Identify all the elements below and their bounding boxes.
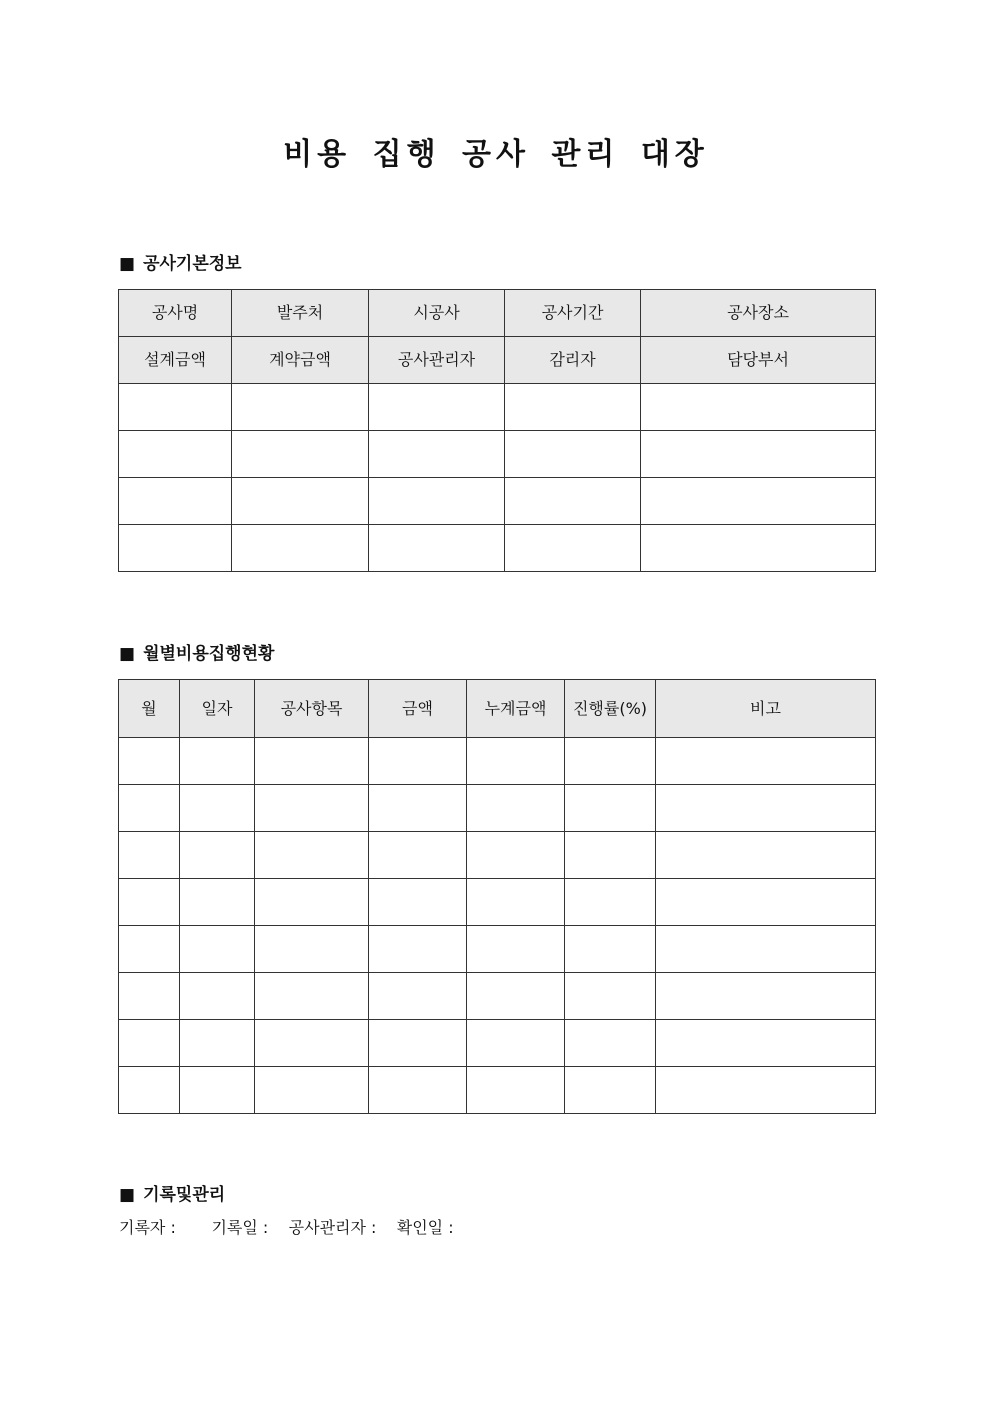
monthly-header-row — [119, 680, 876, 738]
blank-cell[interactable] — [505, 384, 641, 431]
table-row — [119, 525, 876, 572]
blank-cell[interactable] — [467, 1067, 565, 1114]
blank-cell[interactable] — [565, 785, 656, 832]
blank-cell[interactable] — [565, 738, 656, 785]
blank-cell[interactable] — [656, 785, 876, 832]
recorder-label: 기록자 — [119, 1218, 166, 1237]
blank-cell[interactable] — [656, 1067, 876, 1114]
blank-cell[interactable] — [369, 738, 467, 785]
blank-cell[interactable] — [180, 832, 255, 879]
table-row — [119, 1067, 876, 1114]
square-bullet-icon: ■ — [119, 254, 136, 274]
basic-info-header-row-1 — [119, 290, 876, 337]
blank-cell[interactable] — [232, 431, 369, 478]
blank-cell[interactable] — [232, 525, 369, 572]
blank-cell[interactable] — [656, 926, 876, 973]
header-cell: 누계금액 — [467, 680, 565, 738]
blank-cell[interactable] — [119, 384, 232, 431]
blank-cell[interactable] — [119, 926, 180, 973]
blank-cell[interactable] — [656, 879, 876, 926]
blank-cell[interactable] — [255, 1020, 369, 1067]
blank-cell[interactable] — [119, 431, 232, 478]
header-cell: 감리자 — [505, 337, 641, 384]
section-heading-basic-info — [119, 253, 242, 275]
blank-cell[interactable] — [369, 525, 505, 572]
blank-cell[interactable] — [369, 879, 467, 926]
header-cell: 공사기간 — [505, 290, 641, 337]
table-row — [119, 738, 876, 785]
section-title: 월별비용집행현황 — [143, 644, 275, 664]
blank-cell[interactable] — [369, 973, 467, 1020]
table-row — [119, 926, 876, 973]
header-cell: 계약금액 — [232, 337, 369, 384]
table-row — [119, 785, 876, 832]
header-cell: 설계금액 — [119, 337, 232, 384]
blank-cell[interactable] — [255, 879, 369, 926]
blank-cell[interactable] — [255, 926, 369, 973]
blank-cell[interactable] — [119, 738, 180, 785]
blank-cell[interactable] — [656, 1020, 876, 1067]
blank-cell[interactable] — [656, 738, 876, 785]
header-cell: 공사관리자 — [369, 337, 505, 384]
record-date-label: 기록일 — [211, 1218, 258, 1237]
blank-cell[interactable] — [255, 832, 369, 879]
blank-cell[interactable] — [119, 1067, 180, 1114]
blank-cell[interactable] — [467, 785, 565, 832]
blank-cell[interactable] — [180, 926, 255, 973]
table-row — [119, 879, 876, 926]
table-row — [119, 832, 876, 879]
blank-cell[interactable] — [232, 478, 369, 525]
table-row — [119, 384, 876, 431]
table-row — [119, 478, 876, 525]
blank-cell[interactable] — [369, 832, 467, 879]
section-heading-records — [119, 1184, 225, 1206]
blank-cell[interactable] — [505, 525, 641, 572]
blank-cell[interactable] — [255, 738, 369, 785]
blank-cell[interactable] — [180, 973, 255, 1020]
blank-cell[interactable] — [369, 785, 467, 832]
blank-cell[interactable] — [180, 785, 255, 832]
blank-cell[interactable] — [119, 832, 180, 879]
blank-cell[interactable] — [180, 1067, 255, 1114]
blank-cell[interactable] — [641, 525, 876, 572]
construction-manager-label: 공사관리자 — [288, 1218, 366, 1237]
blank-cell[interactable] — [369, 926, 467, 973]
blank-cell[interactable] — [641, 478, 876, 525]
header-cell: 공사명 — [119, 290, 232, 337]
section-title: 기록및관리 — [143, 1185, 226, 1205]
confirm-date-label: 확인일 — [396, 1218, 444, 1237]
blank-cell[interactable] — [255, 973, 369, 1020]
header-cell: 진행률(%) — [565, 680, 656, 738]
blank-cell[interactable] — [180, 738, 255, 785]
blank-cell[interactable] — [369, 1067, 467, 1114]
blank-cell[interactable] — [467, 738, 565, 785]
blank-cell[interactable] — [505, 478, 641, 525]
header-cell: 공사장소 — [641, 290, 876, 337]
section-heading-monthly — [119, 643, 274, 665]
blank-cell[interactable] — [180, 879, 255, 926]
blank-cell[interactable] — [641, 384, 876, 431]
header-cell: 일자 — [180, 680, 255, 738]
header-cell: 시공사 — [369, 290, 505, 337]
header-cell: 발주처 — [232, 290, 369, 337]
blank-cell[interactable] — [565, 973, 656, 1020]
blank-cell[interactable] — [255, 1067, 369, 1114]
header-cell: 월 — [119, 680, 180, 738]
blank-cell[interactable] — [369, 431, 505, 478]
blank-cell[interactable] — [119, 478, 232, 525]
table-row — [119, 973, 876, 1020]
blank-cell[interactable] — [505, 431, 641, 478]
blank-cell[interactable] — [467, 879, 565, 926]
blank-cell[interactable] — [565, 879, 656, 926]
blank-cell[interactable] — [119, 973, 180, 1020]
blank-cell[interactable] — [119, 525, 232, 572]
blank-cell[interactable] — [565, 1067, 656, 1114]
monthly-execution-table — [118, 679, 876, 1114]
blank-cell[interactable] — [656, 832, 876, 879]
blank-cell[interactable] — [467, 1020, 565, 1067]
blank-cell[interactable] — [467, 973, 565, 1020]
blank-cell[interactable] — [565, 1020, 656, 1067]
blank-cell[interactable] — [119, 879, 180, 926]
header-cell: 금액 — [369, 680, 467, 738]
blank-cell[interactable] — [467, 926, 565, 973]
blank-cell[interactable] — [119, 1020, 180, 1067]
blank-cell[interactable] — [119, 785, 180, 832]
blank-cell[interactable] — [565, 832, 656, 879]
blank-cell[interactable] — [656, 973, 876, 1020]
blank-cell[interactable] — [467, 832, 565, 879]
table-row — [119, 431, 876, 478]
blank-cell[interactable] — [180, 1020, 255, 1067]
blank-cell[interactable] — [369, 1020, 467, 1067]
basic-info-table — [118, 289, 876, 572]
header-cell: 담당부서 — [641, 337, 876, 384]
blank-cell[interactable] — [369, 384, 505, 431]
document-title: 비용 집행 공사 관리 대장 — [283, 137, 709, 172]
table-row — [119, 1020, 876, 1067]
square-bullet-icon: ■ — [119, 1185, 136, 1205]
record-fields: 기록자 : 기록일 : 공사관리자 : 확인일 : — [119, 1216, 454, 1240]
header-cell: 비고 — [656, 680, 876, 738]
blank-cell[interactable] — [232, 384, 369, 431]
blank-cell[interactable] — [369, 478, 505, 525]
section-title: 공사기본정보 — [143, 254, 242, 274]
square-bullet-icon: ■ — [119, 644, 136, 664]
header-cell: 공사항목 — [255, 680, 369, 738]
basic-info-header-row-2 — [119, 337, 876, 384]
blank-cell[interactable] — [565, 926, 656, 973]
blank-cell[interactable] — [255, 785, 369, 832]
blank-cell[interactable] — [641, 431, 876, 478]
